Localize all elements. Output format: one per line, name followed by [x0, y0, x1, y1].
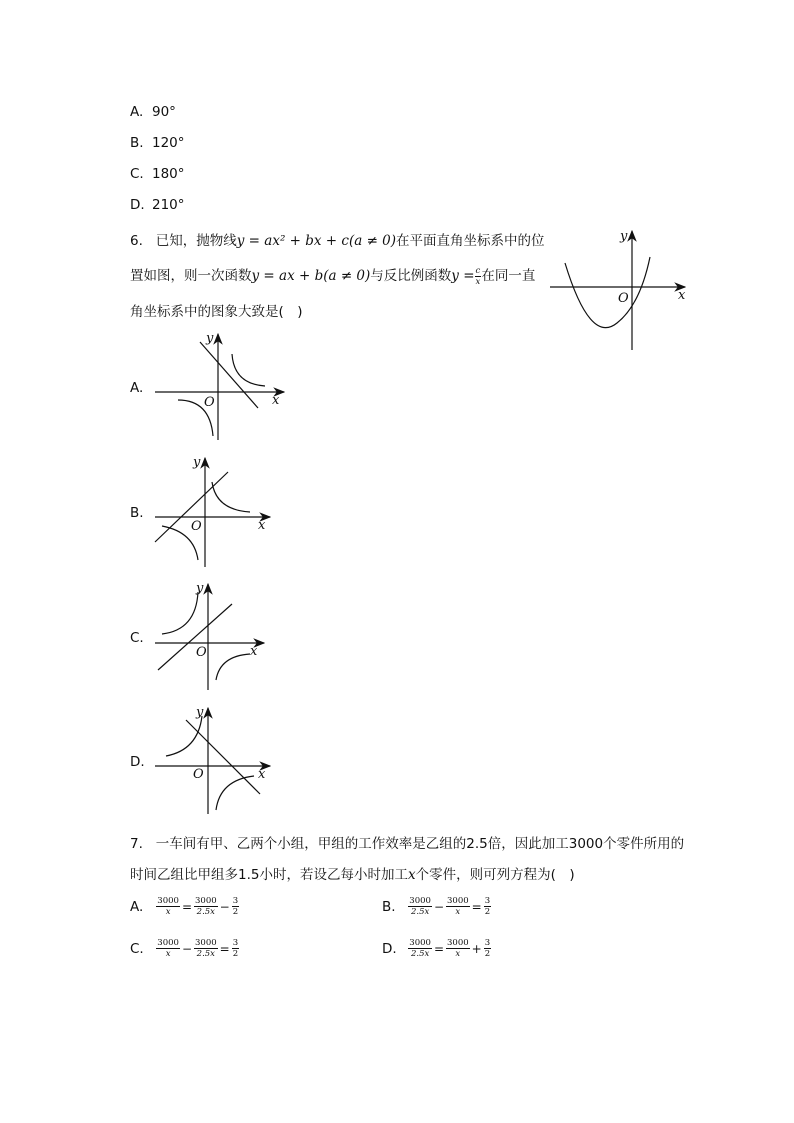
parabola-equation: y = ax² + bx + c(a ≠ 0) — [236, 233, 397, 249]
q6-line-2: 置如图，则一次函数y = ax + b(a ≠ 0)与反比例函数y = $\frac{c}{x}$ 在同一直 — [130, 265, 536, 287]
q6-line-1: 6. 已知，抛物线y = ax² + bx + c(a ≠ 0)在平面直角坐标系中的位 — [130, 233, 545, 249]
origin-label: O — [191, 519, 202, 534]
q7-option-c[interactable]: C. $\frac{3000}{x}$ − $\frac{3000}{2.5x}$ = $\frac{3}{2}$ — [130, 938, 239, 959]
fraction: $\frac{3}{2}$ — [232, 896, 239, 917]
hyperbola-branch-upper — [162, 592, 198, 634]
y-axis-label: y — [193, 455, 201, 470]
q7-option-b[interactable]: B. $\frac{3000}{2.5x}$ − $\frac{3000}{x}$ = $\frac{3}{2}$ — [382, 896, 491, 917]
q6-number: 6. — [130, 233, 143, 249]
x-axis-label: x — [250, 644, 258, 659]
q7-number: 7. — [130, 836, 143, 852]
linear-line — [186, 720, 260, 794]
q6-line-3: 角坐标系中的图象大致是( ) — [130, 304, 303, 320]
q6-option-b-graph[interactable] — [150, 452, 280, 570]
x-axis-label: x — [272, 393, 280, 408]
linear-equation: y = ax + b(a ≠ 0) — [251, 268, 371, 284]
fraction: $\frac{3000}{x}$ — [447, 938, 469, 959]
origin-label: O — [618, 291, 629, 306]
reciprocal-lhs: y = — [451, 268, 475, 284]
fraction: $\frac{3000}{x}$ — [157, 896, 179, 917]
fraction: $\frac{3000}{2.5x}$ — [195, 938, 217, 959]
y-axis-label: y — [196, 581, 204, 596]
fraction: $\frac{3000}{2.5x}$ — [409, 938, 431, 959]
fraction: $\frac{3}{2}$ — [484, 938, 491, 959]
fraction: $\frac{3000}{2.5x}$ — [409, 896, 431, 917]
hyperbola-branch-upper — [212, 482, 250, 512]
reciprocal-fraction: $\frac{c}{x}$ — [475, 265, 481, 287]
origin-label: O — [196, 645, 207, 660]
hyperbola-branch-lower — [216, 776, 254, 810]
q6-option-c-graph[interactable] — [150, 578, 275, 693]
q7-option-a[interactable]: A. $\frac{3000}{x}$ = $\frac{3000}{2.5x}$ − $\frac{3}{2}$ — [130, 896, 239, 917]
y-axis-label: y — [620, 229, 628, 244]
hyperbola-branch-lower — [216, 654, 250, 680]
fraction: $\frac{3000}{2.5x}$ — [195, 896, 217, 917]
q6-option-c-label[interactable]: C. — [130, 630, 144, 646]
q7-variable: x — [407, 867, 416, 883]
q5-option-a[interactable]: A. 90° — [130, 104, 176, 120]
parabola-curve — [565, 257, 650, 328]
parabola-figure — [545, 225, 695, 355]
q6-option-a-label[interactable]: A. — [130, 380, 144, 396]
hyperbola-branch-upper — [232, 354, 265, 386]
fraction: $\frac{3000}{x}$ — [157, 938, 179, 959]
linear-line — [158, 604, 232, 670]
origin-label: O — [204, 395, 215, 410]
y-axis-label: y — [196, 705, 204, 720]
q5-option-b[interactable]: B. 120° — [130, 135, 185, 151]
q6-option-b-label[interactable]: B. — [130, 505, 144, 521]
y-axis-label: y — [206, 331, 214, 346]
hyperbola-branch-upper — [166, 716, 202, 756]
fraction: $\frac{3000}{x}$ — [447, 896, 469, 917]
q6-option-d-graph[interactable] — [150, 702, 280, 818]
q5-option-d[interactable]: D. 210° — [130, 197, 185, 213]
q6-option-d-label[interactable]: D. — [130, 754, 145, 770]
q7-option-d[interactable]: D. $\frac{3000}{2.5x}$ = $\frac{3000}{x}$ + $\frac{3}{2}$ — [382, 938, 491, 959]
x-axis-label: x — [678, 288, 686, 303]
x-axis-label: x — [258, 767, 266, 782]
q5-option-c[interactable]: C. 180° — [130, 166, 185, 182]
fraction: $\frac{3}{2}$ — [232, 938, 239, 959]
q6-option-a-graph[interactable] — [150, 328, 290, 443]
q7-line-1: 7. 一车间有甲、乙两个小组，甲组的工作效率是乙组的2.5倍，因此加工3000个零件所用的 — [130, 836, 685, 852]
origin-label: O — [193, 767, 204, 782]
fraction: $\frac{3}{2}$ — [484, 896, 491, 917]
q7-line-2: 时间乙组比甲组多1.5小时，若设乙每小时加工x个零件，则可列方程为( ) — [130, 867, 575, 883]
x-axis-label: x — [258, 518, 266, 533]
